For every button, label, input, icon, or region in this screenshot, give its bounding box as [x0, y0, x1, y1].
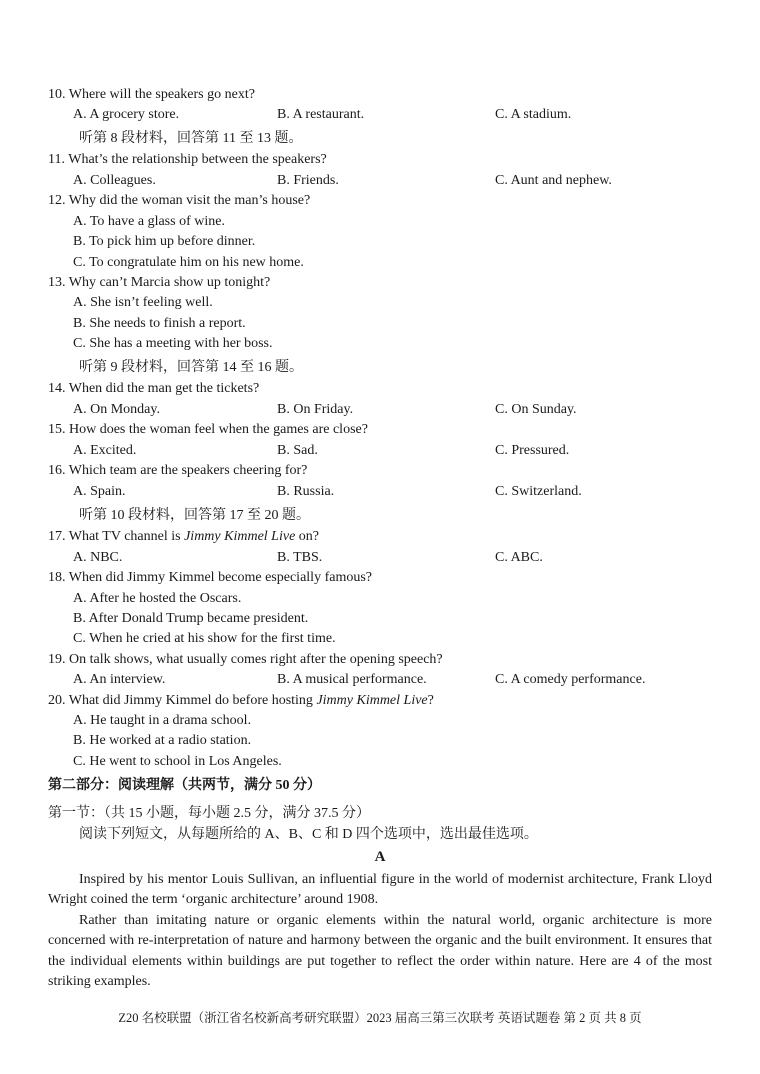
passage-paragraph-1: Inspired by his mentor Louis Sullivan, an influential figure in the world of modernist architecture, Frank Lloyd Wright coined the term ‘organic architecture’ around 1908. [48, 872, 712, 908]
question-14: 14. When did the man get the tickets? [48, 381, 260, 396]
q12-option-c: C. To congratulate him on his new home. [73, 255, 304, 270]
instruction-seg9: 听第 9 段材料，回答第 14 至 16 题。 [79, 360, 303, 375]
q19-option-b: B. A musical performance. [277, 672, 427, 687]
question-10: 10. Where will the speakers go next? [48, 87, 255, 102]
q15-option-a: A. Excited. [73, 443, 137, 458]
question-18: 18. When did Jimmy Kimmel become especially famous? [48, 570, 372, 585]
q18-option-b: B. After Donald Trump became president. [73, 611, 309, 626]
question-13: 13. Why can’t Marcia show up tonight? [48, 275, 271, 290]
question-19: 19. On talk shows, what usually comes right after the opening speech? [48, 652, 443, 667]
instruction-seg8: 听第 8 段材料，回答第 11 至 13 题。 [79, 131, 303, 146]
passage-paragraph-2: Rather than imitating nature or organic elements within the natural world, organic architecture is more concerned with re-interpretation of nature and harmony between the organic and the built environment. It ensures that the individual elements within buildings are put together to reflect the order within nature. Here are 4 of the most striking examples. [48, 913, 712, 990]
q13-option-c: C. She has a meeting with her boss. [73, 336, 273, 351]
question-20: 20. What did Jimmy Kimmel do before hosting Jimmy Kimmel Live? [48, 693, 434, 708]
q18-option-a: A. After he hosted the Oscars. [73, 591, 242, 606]
q18-option-c: C. When he cried at his show for the first time. [73, 631, 336, 646]
passage-label: A [374, 849, 386, 865]
q10-option-c: C. A stadium. [495, 107, 572, 122]
q11-option-a: A. Colleagues. [73, 173, 156, 188]
q17-option-a: A. NBC. [73, 550, 123, 565]
section1-heading: 第一节：（共 15 小题，每小题 2.5 分，满分 37.5 分） [48, 806, 370, 821]
q14-option-c: C. On Sunday. [495, 402, 577, 417]
question-16: 16. Which team are the speakers cheering for? [48, 463, 308, 478]
q13-option-a: A. She isn’t feeling well. [73, 295, 213, 310]
q16-option-b: B. Russia. [277, 484, 335, 499]
q12-option-a: A. To have a glass of wine. [73, 214, 225, 229]
question-12: 12. Why did the woman visit the man’s house? [48, 193, 311, 208]
q11-option-c: C. Aunt and nephew. [495, 173, 612, 188]
q19-option-a: A. An interview. [73, 672, 166, 687]
q20-option-a: A. He taught in a drama school. [73, 713, 252, 728]
q14-option-b: B. On Friday. [277, 402, 354, 417]
q14-option-a: A. On Monday. [73, 402, 160, 417]
question-11: 11. What’s the relationship between the speakers? [48, 152, 327, 167]
reading-directions: 阅读下列短文，从每题所给的 A、B、C 和 D 四个选项中，选出最佳选项。 [79, 827, 538, 842]
question-15: 15. How does the woman feel when the games are close? [48, 422, 368, 437]
q11-option-b: B. Friends. [277, 173, 339, 188]
q20-option-c: C. He went to school in Los Angeles. [73, 754, 282, 769]
instruction-seg10: 听第 10 段材料，回答第 17 至 20 题。 [79, 508, 310, 523]
q16-option-c: C. Switzerland. [495, 484, 582, 499]
q19-option-c: C. A comedy performance. [495, 672, 646, 687]
q17-option-b: B. TBS. [277, 550, 323, 565]
q15-option-b: B. Sad. [277, 443, 318, 458]
q20-option-b: B. He worked at a radio station. [73, 733, 252, 748]
q13-option-b: B. She needs to finish a report. [73, 316, 246, 331]
q16-option-a: A. Spain. [73, 484, 126, 499]
q12-option-b: B. To pick him up before dinner. [73, 234, 256, 249]
q17-option-c: C. ABC. [495, 550, 543, 565]
page-footer: Z20 名校联盟（浙江省名校新高考研究联盟）2023 届高三第三次联考 英语试题卷 第 2 页 共 8 页 [118, 1011, 642, 1025]
q10-option-a: A. A grocery store. [73, 107, 180, 122]
q15-option-c: C. Pressured. [495, 443, 570, 458]
q10-option-b: B. A restaurant. [277, 107, 365, 122]
question-17: 17. What TV channel is Jimmy Kimmel Live on? [48, 529, 320, 544]
part2-title: 第二部分：阅读理解（共两节，满分 50 分） [48, 778, 321, 793]
